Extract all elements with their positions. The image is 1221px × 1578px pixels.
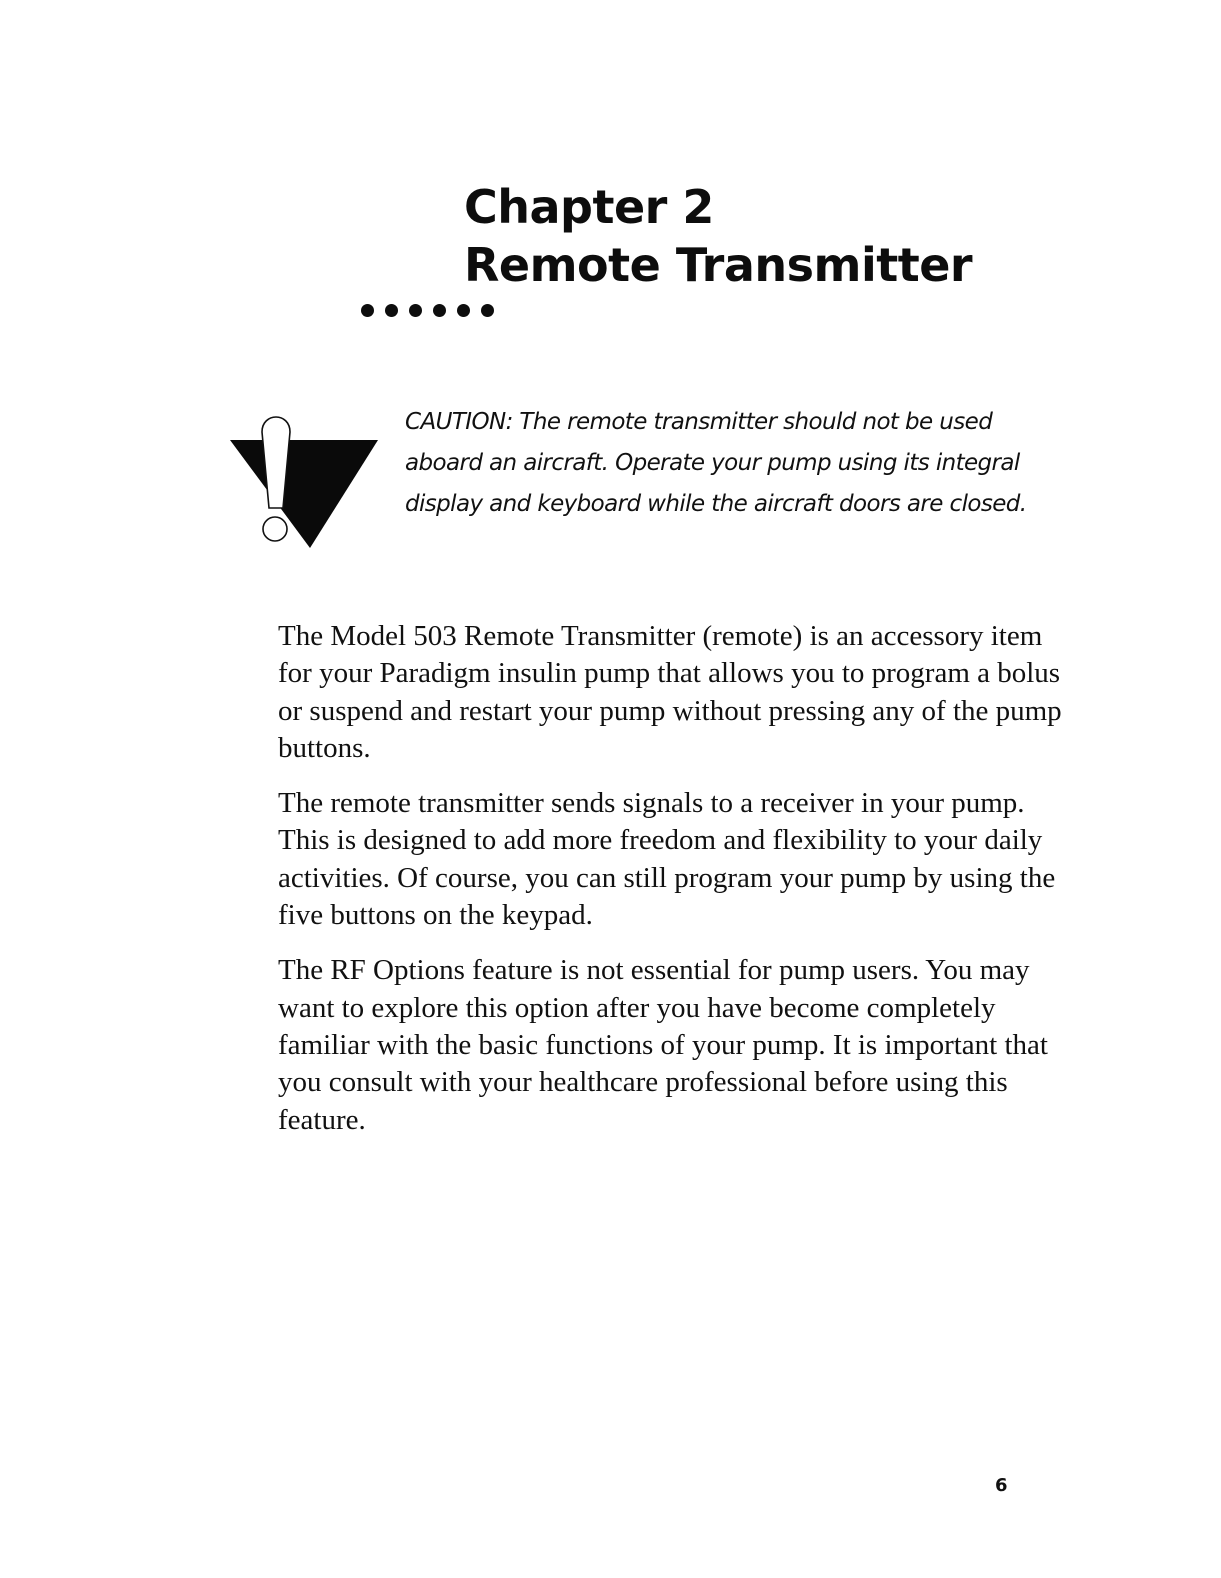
dot-6	[481, 304, 494, 317]
dot-1	[361, 304, 374, 317]
decorative-dots	[361, 304, 494, 317]
warning-triangle-icon	[226, 408, 386, 558]
paragraph-rf-options: The RF Options feature is not essential for pump users. You may want to explore this option after you have become completely familiar with the basic functions of your pump. It is important that you consult with your healthcare professional before using this feature.	[278, 954, 1048, 1136]
dot-2	[385, 304, 398, 317]
caution-text: CAUTION: The remote transmitter should not be used aboard an aircraft. Operate your pump using its integral display and keyboard while the aircraft doors are closed.	[405, 409, 1027, 517]
page-number: 6	[995, 1475, 1008, 1496]
dot-3	[409, 304, 422, 317]
chapter-title: Remote Transmitter	[464, 238, 973, 292]
body-text	[278, 618, 1078, 1157]
paragraph-signals: The remote transmitter sends signals to a receiver in your pump. This is designed to add more freedom and flexibility to your daily activities. Of course, you can still program your pump by using the five buttons on the keypad.	[278, 787, 1056, 932]
dot-5	[457, 304, 470, 317]
dot-4	[433, 304, 446, 317]
chapter-heading	[464, 178, 972, 294]
paragraph-intro: The Model 503 Remote Transmitter (remote) is an accessory item for your Paradigm insulin pump that allows you to program a bolus or suspend and restart your pump without pressing any of the pump buttons.	[278, 620, 1062, 764]
chapter-number: Chapter 2	[464, 180, 714, 234]
